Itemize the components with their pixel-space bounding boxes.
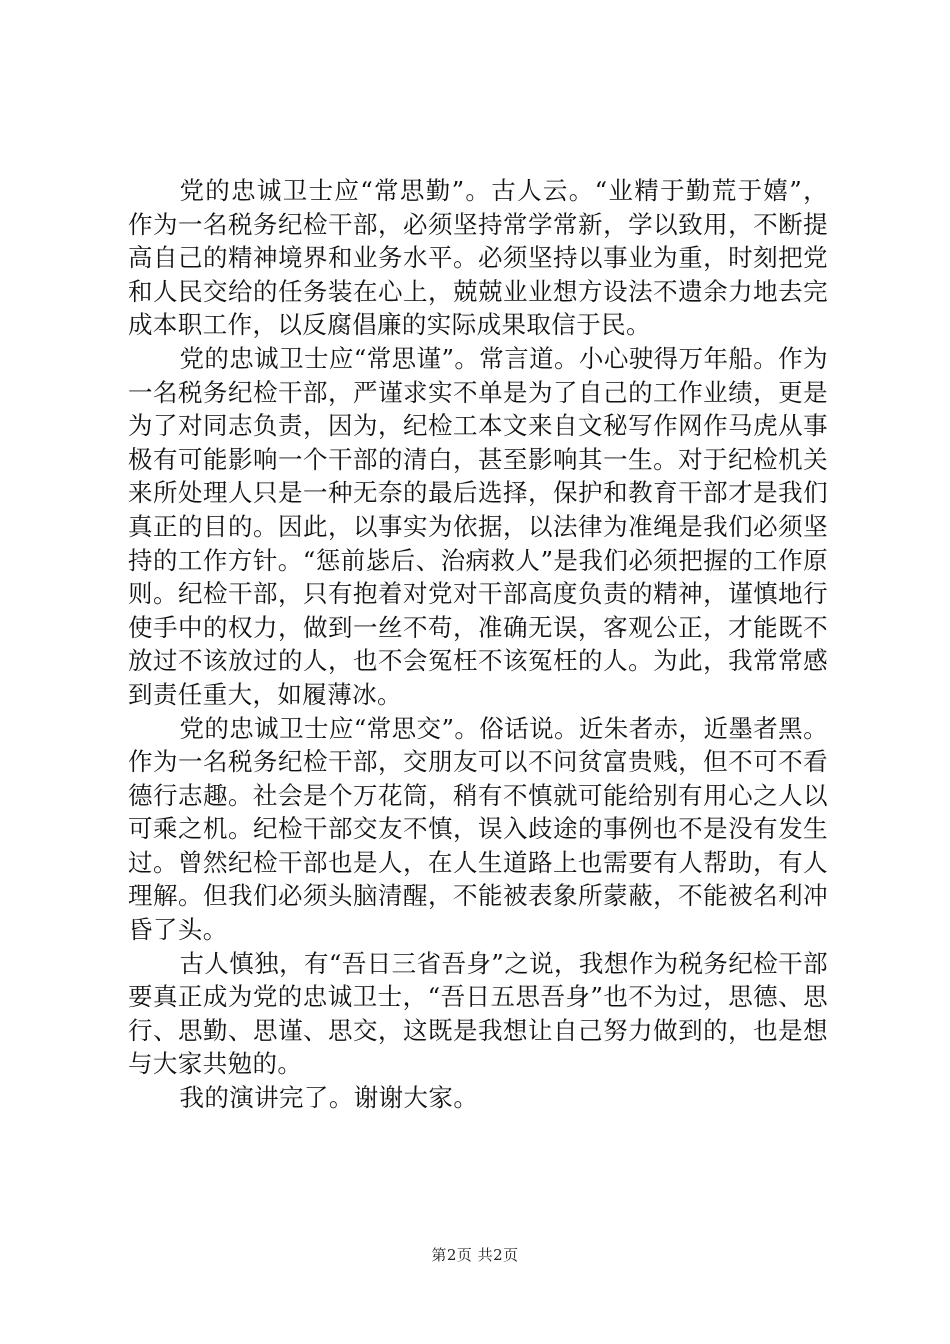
paragraph-chang-si-jiao: 党的忠诚卫士应“常思交”。俗话说。近朱者赤，近墨者黑。作为一名税务纪检干部，交朋友可以不问贫富贵贱，但不可不看德行志趣。社会是个万花筒，稍有不慎就可能给别有用心之人以可乘之机。纪检干部交友不慎，误入歧途的事例也不是没有发生过。曾然纪检干部也是人，在人生道路上也需要有人帮助，有人理解。但我们必须头脑清醒，不能被表象所蒙蔽，不能被名利冲昏了头。 — [128, 713, 828, 945]
page-number-footer: 第2页 共2页 — [431, 1246, 519, 1264]
paragraph-closing: 我的演讲完了。谢谢大家。 — [179, 1083, 479, 1113]
paragraph-wu-ri-wu-si: 古人慎独，有“吾日三省吾身”之说，我想作为税务纪检干部要真正成为党的忠诚卫士，“吾日五思吾身”也不为过，思德、思行、思勤、思谨、思交，这既是我想让自己努力做到的，也是想与大家共勉的。 — [128, 948, 828, 1079]
paragraph-chang-si-jin: 党的忠诚卫士应“常思谨”。常言道。小心驶得万年船。作为一名税务纪检干部，严谨求实不单是为了自己的工作业绩，更是为了对同志负责，因为，纪检工本文来自文秘写作网作马虎从事极有可能影响一个干部的清白，甚至影响其一生。对于纪检机关来所处理人只是一种无奈的最后选择，保护和教育干部才是我们真正的目的。因此，以事实为依据，以法律为准绳是我们必须坚持的工作方针。“惩前毖后、治病救人”是我们必须把握的工作原则。纪检干部，只有抱着对党对干部高度负责的精神，谨慎地行使手中的权力，做到一丝不苟，准确无误，客观公正，才能既不放过不该放过的人，也不会冤枉不该冤枉的人。为此，我常常感到责任重大，如履薄冰。 — [128, 343, 828, 709]
document-body — [128, 174, 828, 1115]
paragraph-chang-si-qin: 党的忠诚卫士应“常思勤”。古人云。“业精于勤荒于嬉”，作为一名税务纪检干部，必须坚持常学常新，学以致用，不断提高自己的精神境界和业务水平。必须坚持以事业为重，时刻把党和人民交给的任务装在心上，兢兢业业想方设法不遗余力地去完成本职工作，以反腐倡廉的实际成果取信于民。 — [128, 176, 828, 340]
